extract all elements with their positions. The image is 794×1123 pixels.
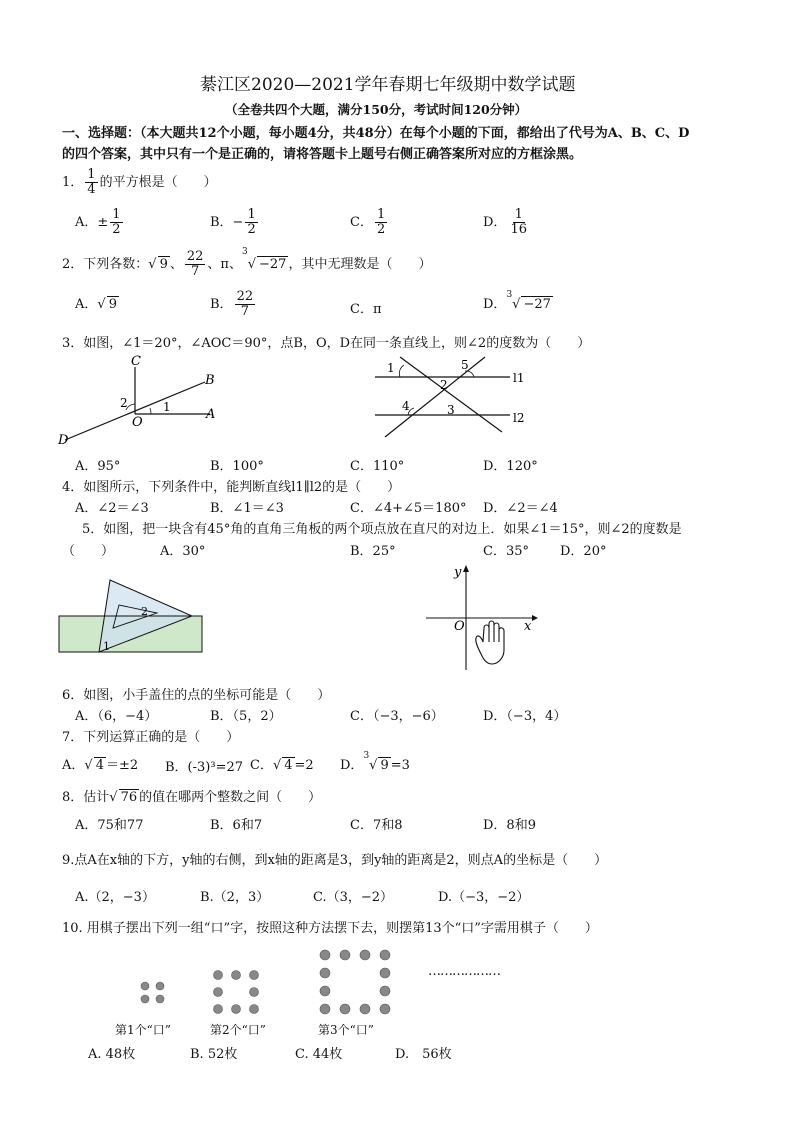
pattern-3 [320, 950, 390, 1014]
section-header-line1: 一、选择题：（本大题共12个小题，每小题4分，共48分）在每个小题的下面，都给出了代号为A、B、C、D [62, 126, 690, 141]
q10-option-b: B. 52枚 [190, 1047, 238, 1062]
q7-option-c: C．√ 4 =2 [250, 758, 314, 773]
q5-option-d: D．20° [560, 544, 607, 559]
q10-option-a: A. 48枚 [88, 1047, 136, 1062]
q4-option-c: C．∠4+∠5＝180° [350, 501, 467, 516]
q5-option-b: B．25° [350, 544, 396, 559]
q10-dot-pattern-figure [130, 945, 410, 1020]
label-angle-1: 1 [387, 361, 395, 375]
q6-option-d: D．（−3，4） [483, 709, 567, 724]
question-6: 6．如图，小手盖住的点的坐标可能是（ ） [62, 688, 331, 703]
label-o: O [132, 415, 143, 430]
q6-option-c: C．（−3，−6） [350, 709, 444, 724]
q3-option-a: A．95° [75, 459, 121, 474]
label-origin: O [454, 619, 465, 634]
q2-option-c: C．π [350, 302, 382, 317]
q1-fraction: $\frac{1}{4}$ [87, 167, 96, 197]
q4-option-b: B．∠1＝∠3 [210, 501, 284, 516]
q8-option-d: D．8和9 [483, 818, 536, 833]
q7-option-a: A．√ 4 ＝±2 [62, 758, 139, 773]
q8-option-a: A．75和77 [75, 818, 144, 833]
label-angle-3: 3 [447, 403, 455, 417]
q9-option-a: A.（2，−3） [75, 890, 155, 905]
q10-caption-2: 第2个“口” [210, 1023, 266, 1037]
label-l2: l2 [513, 411, 525, 425]
exam-subtitle: （全卷共四个大题，满分150分，考试时间120分钟） [225, 102, 528, 117]
label-angle-2: 2 [141, 605, 148, 618]
q5-ruler-triangle-figure [57, 575, 207, 655]
q3-option-c: C．110° [350, 459, 405, 474]
q5-option-a: A．30° [160, 544, 206, 559]
q4-parallel-lines-figure [370, 352, 540, 440]
label-angle-5: 5 [461, 358, 469, 372]
q5-paren: （ ） [62, 544, 115, 559]
label-angle-2: 2 [440, 378, 448, 392]
label-x: x [524, 619, 532, 634]
q1-option-c: C． $\frac{1}{2}$ [350, 207, 386, 237]
q3-option-b: B．100° [210, 459, 264, 474]
label-angle-1: 1 [163, 400, 171, 414]
label-b: B [205, 373, 215, 388]
label-angle-1: 1 [103, 640, 110, 653]
q1-number: 1． [62, 175, 84, 190]
pattern-1 [141, 982, 164, 1003]
label-l1: l1 [513, 371, 525, 385]
question-7: 7．下列运算正确的是（ ） [62, 730, 240, 745]
question-8: 8．估计√ 76 的值在哪两个整数之间（ ） [62, 790, 322, 805]
angle-1-arc [150, 408, 151, 414]
q3-option-d: D．120° [483, 459, 538, 474]
q9-option-c: C.（3，−2） [313, 890, 394, 905]
label-a: A [206, 407, 216, 422]
q3-angle-figure [55, 352, 225, 452]
question-2: 2．下列各数：√ 9 、 $\frac{22}{7}$ 、π、$^3$√ −27 ，其中无理数是（ ） [62, 247, 432, 279]
q7-option-b: B．(-3)³=27 [165, 760, 244, 775]
q7-option-d: D．$^3$√ 9 =3 [340, 751, 410, 773]
q1-option-a: A．± $\frac{1}{2}$ [75, 207, 121, 237]
q6-option-b: B．（5，2） [210, 709, 282, 724]
q1-option-b: B．− $\frac{1}{2}$ [210, 207, 256, 237]
q2-option-b: B． $\frac{22}{7}$ [210, 289, 254, 319]
q6-option-a: A．（6，−4） [75, 709, 158, 724]
q1-option-d: D． $\frac{1}{16}$ [483, 207, 527, 237]
question-10: 10. 用棋子摆出下列一组“口”字，按照这种方法摆下去，则摆第13个“口”字需用棋子（ ） [62, 921, 598, 936]
q6-coordinate-figure [420, 560, 540, 672]
q4-option-a: A．∠2＝∠3 [75, 501, 149, 516]
q2-option-d: D．$^3$√ −27 [483, 290, 551, 312]
q10-caption-1: 第1个“口” [115, 1023, 171, 1037]
q8-option-c: C．7和8 [350, 818, 403, 833]
section-header-line2: 的四个答案，其中只有一个是正确的，请将答题卡上题号右侧正确答案所对应的方框涂黑。 [62, 147, 583, 162]
label-angle-2: 2 [120, 396, 128, 410]
pattern-2 [214, 971, 259, 1014]
label-c: C [131, 354, 141, 369]
question-5: 5．如图，把一块含有45°角的直角三角板的两个项点放在直尺的对边上．如果∠1＝15°，则∠2的度数是 [82, 522, 682, 537]
question-9: 9.点A在x轴的下方，y轴的右侧，到x轴的距离是3，到y轴的距离是2，则点A的坐标是（ ） [62, 853, 608, 868]
q1-text: 的平方根是（ ） [99, 175, 217, 190]
question-3: 3．如图，∠1＝20°，∠AOC＝90°，点B，O，D在同一条直线上，则∠2的度数为（ ） [62, 336, 591, 351]
q2-option-a: A．√ 9 [75, 297, 117, 312]
q10-option-c: C. 44枚 [295, 1047, 343, 1062]
page-title: 綦江区2020—2021学年春期七年级期中数学试题 [200, 75, 576, 95]
question-4: 4．如图所示，下列条件中，能判断直线l1∥l2的是（ ） [62, 480, 401, 495]
question-1 [62, 168, 217, 197]
hand-icon [476, 621, 504, 664]
label-d: D [58, 433, 69, 448]
q9-option-b: B.（2，3） [200, 890, 270, 905]
q10-option-d: D. 56枚 [395, 1047, 452, 1062]
label-y: y [454, 565, 462, 580]
q9-option-d: D.（−3，−2） [438, 890, 530, 905]
q4-option-d: D．∠2＝∠4 [483, 501, 558, 516]
transversal-1 [400, 357, 502, 432]
q10-ellipsis: ……………… [428, 964, 500, 979]
q5-option-c: C．35° [483, 544, 529, 559]
label-angle-4: 4 [402, 399, 410, 413]
q10-caption-3: 第3个“口” [318, 1023, 374, 1037]
q8-option-b: B．6和7 [210, 818, 263, 833]
